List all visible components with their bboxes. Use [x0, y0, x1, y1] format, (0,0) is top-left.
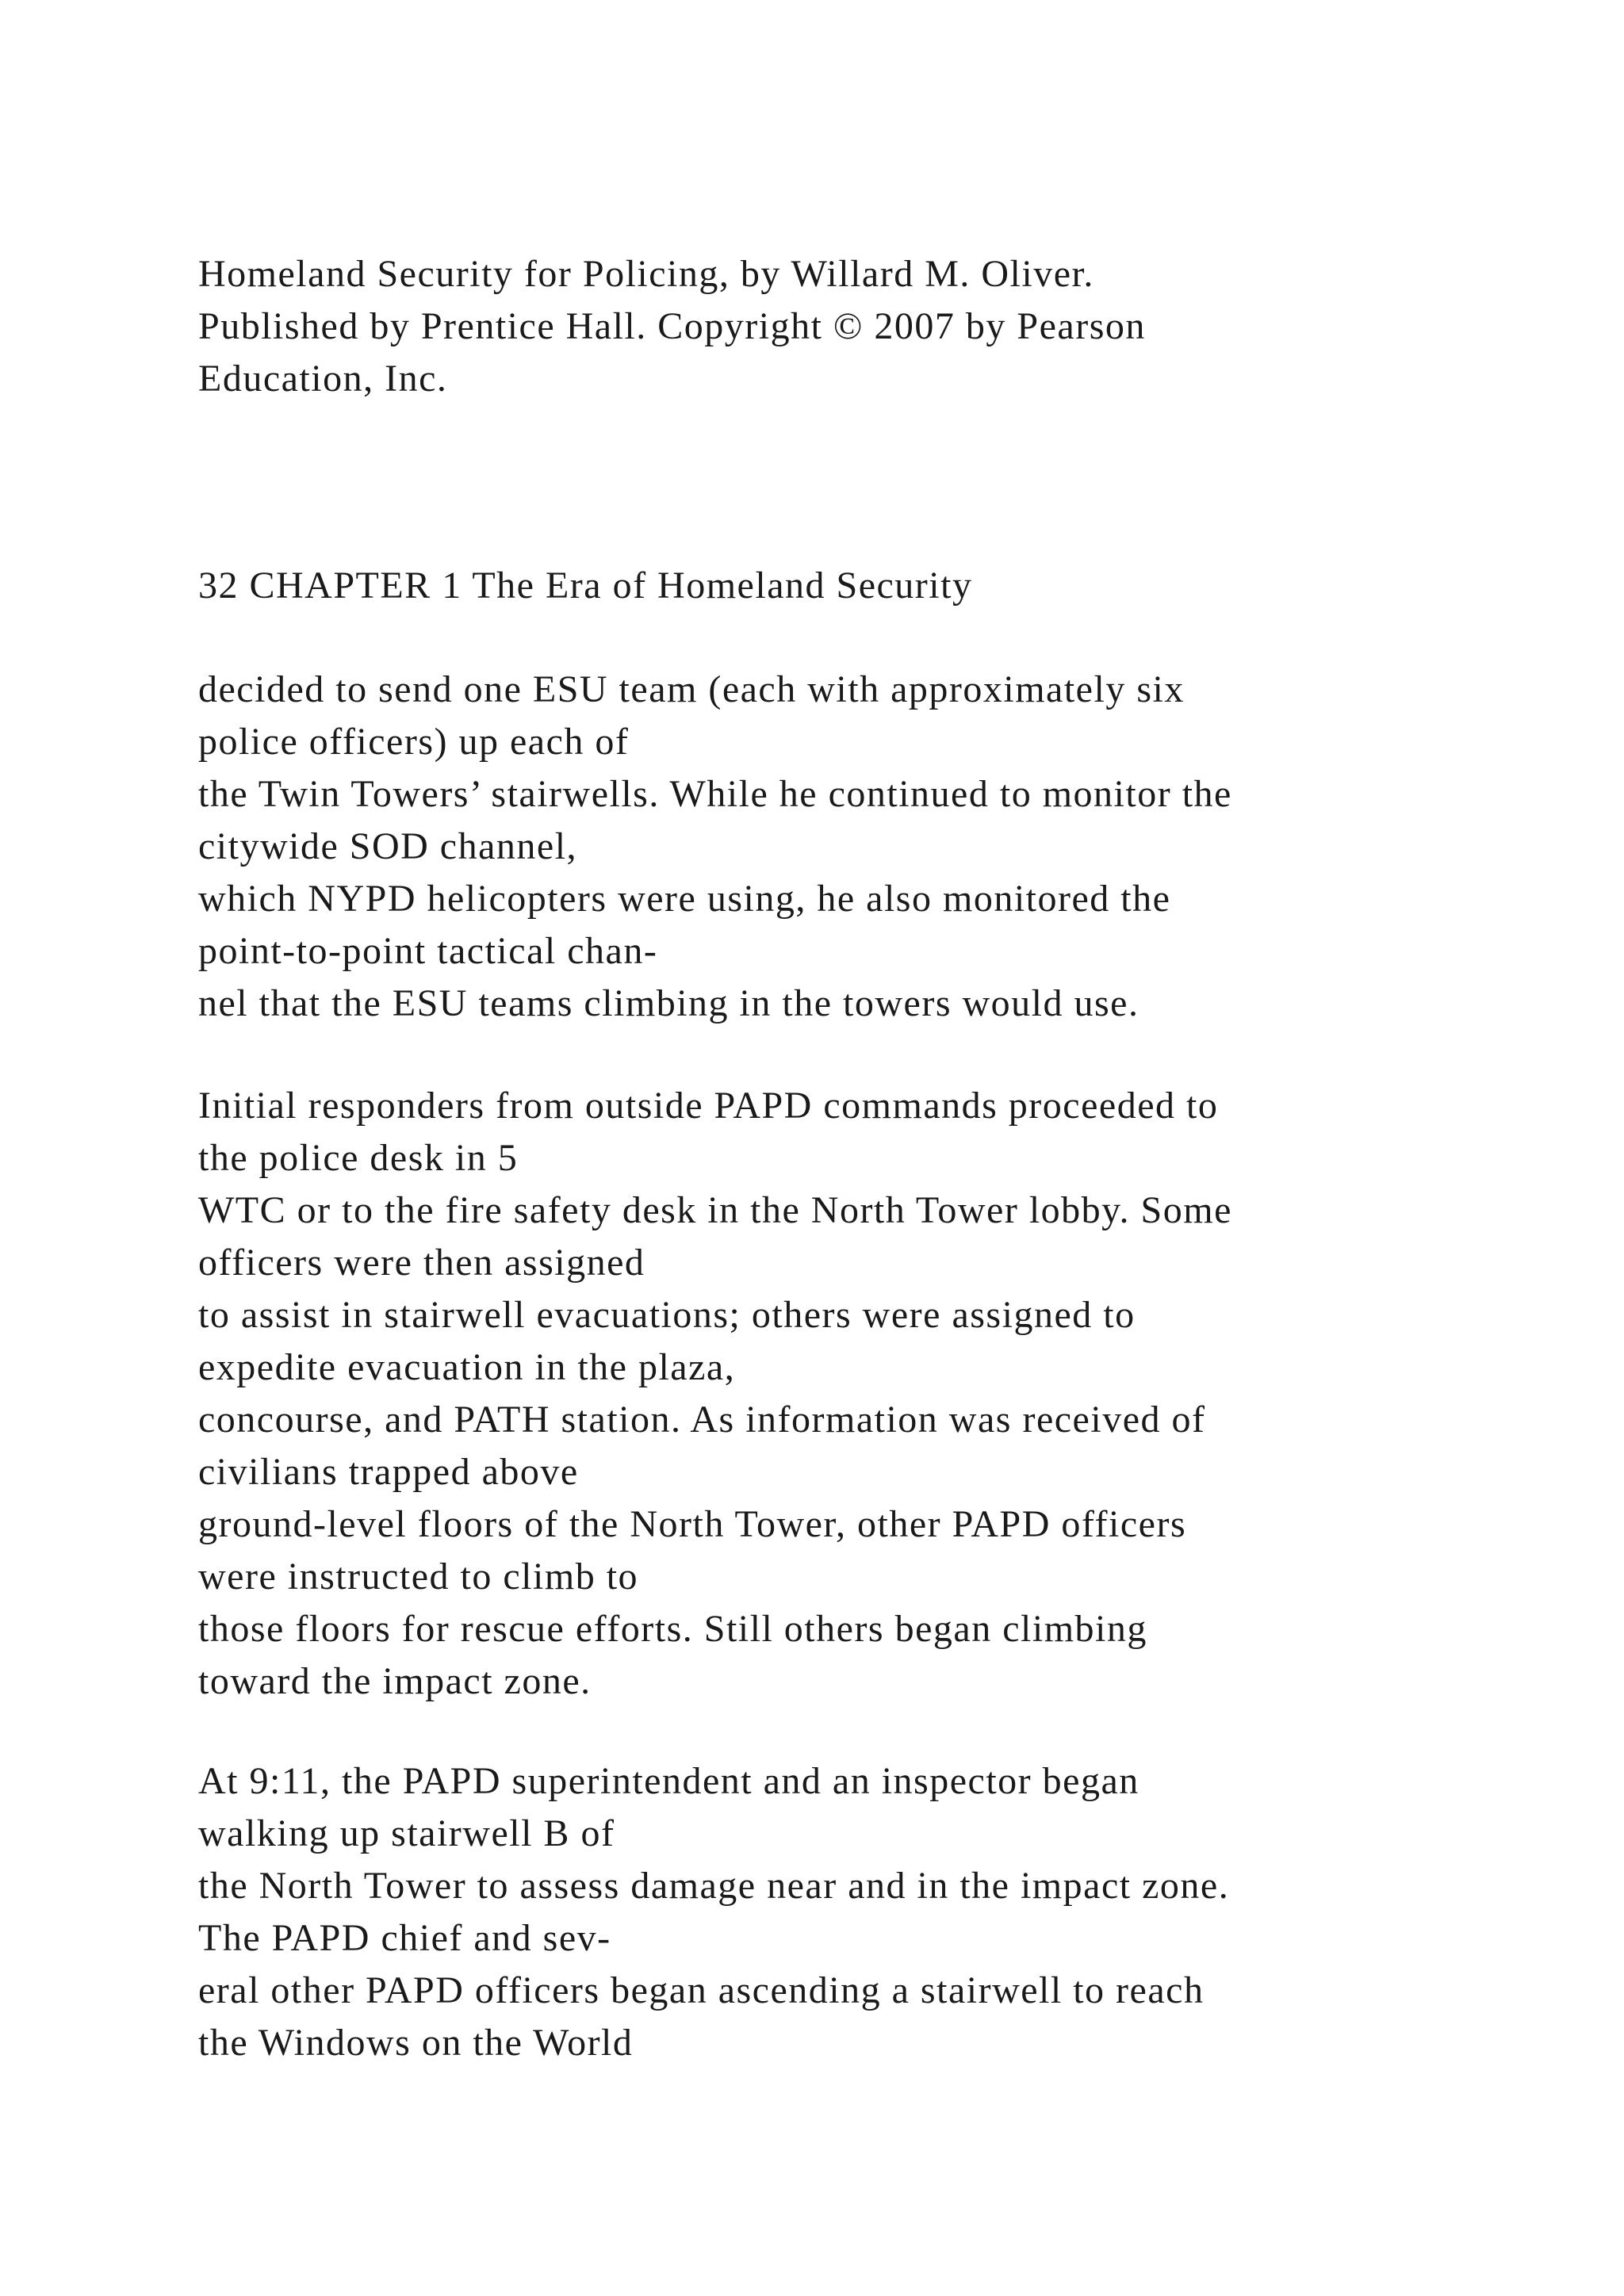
- paragraph-line: point-to-point tactical chan-: [198, 930, 658, 972]
- paragraph-line: police officers) up each of: [198, 721, 630, 763]
- paragraph-line: concourse, and PATH station. As information was received of: [198, 1399, 1206, 1441]
- paragraph-line: eral other PAPD officers began ascending a stairwell to reach: [198, 1969, 1205, 2011]
- paragraph-line: Initial responders from outside PAPD commands proceeded to: [198, 1085, 1219, 1127]
- citation-line: Education, Inc.: [198, 358, 448, 400]
- paragraph-line: to assist in stairwell evacuations; others were assigned to: [198, 1294, 1136, 1336]
- paragraph-line: were instructed to climb to: [198, 1556, 639, 1598]
- paragraph-1: [198, 664, 1562, 1030]
- paragraph-line: the Windows on the World: [198, 2022, 634, 2064]
- paragraph-line: decided to send one ESU team (each with approximately six: [198, 668, 1185, 710]
- running-head: [198, 560, 1562, 612]
- paragraph-line: WTC or to the fire safety desk in the North Tower lobby. Some: [198, 1189, 1232, 1231]
- paragraph-2: [198, 1080, 1562, 1708]
- paragraph-line: walking up stairwell B of: [198, 1812, 615, 1854]
- paragraph-line: expedite evacuation in the plaza,: [198, 1346, 736, 1388]
- paragraph-line: The PAPD chief and sev-: [198, 1917, 611, 1959]
- paragraph-line: the North Tower to assess damage near and in the impact zone.: [198, 1865, 1230, 1907]
- paragraph-line: the police desk in 5: [198, 1137, 519, 1179]
- paragraph-line: which NYPD helicopters were using, he also monitored the: [198, 878, 1171, 920]
- citation-block: [198, 248, 1562, 405]
- citation-line: Published by Prentice Hall. Copyright © 2007 by Pearson: [198, 305, 1146, 347]
- paragraph-line: civilians trapped above: [198, 1451, 579, 1493]
- paragraph-3: [198, 1755, 1562, 2069]
- running-head-text: 32 CHAPTER 1 The Era of Homeland Security: [198, 564, 973, 607]
- paragraph-line: toward the impact zone.: [198, 1660, 592, 1702]
- paragraph-line: those floors for rescue efforts. Still others began climbing: [198, 1608, 1147, 1650]
- paragraph-line: ground-level floors of the North Tower, other PAPD officers: [198, 1503, 1187, 1545]
- paragraph-line: officers were then assigned: [198, 1242, 645, 1284]
- paragraph-line: nel that the ESU teams climbing in the towers would use.: [198, 982, 1139, 1024]
- paragraph-line: citywide SOD channel,: [198, 825, 578, 867]
- citation-line: Homeland Security for Policing, by Willard M. Oliver.: [198, 253, 1094, 295]
- paragraph-line: the Twin Towers’ stairwells. While he continued to monitor the: [198, 773, 1232, 815]
- paragraph-line: At 9:11, the PAPD superintendent and an inspector began: [198, 1760, 1139, 1802]
